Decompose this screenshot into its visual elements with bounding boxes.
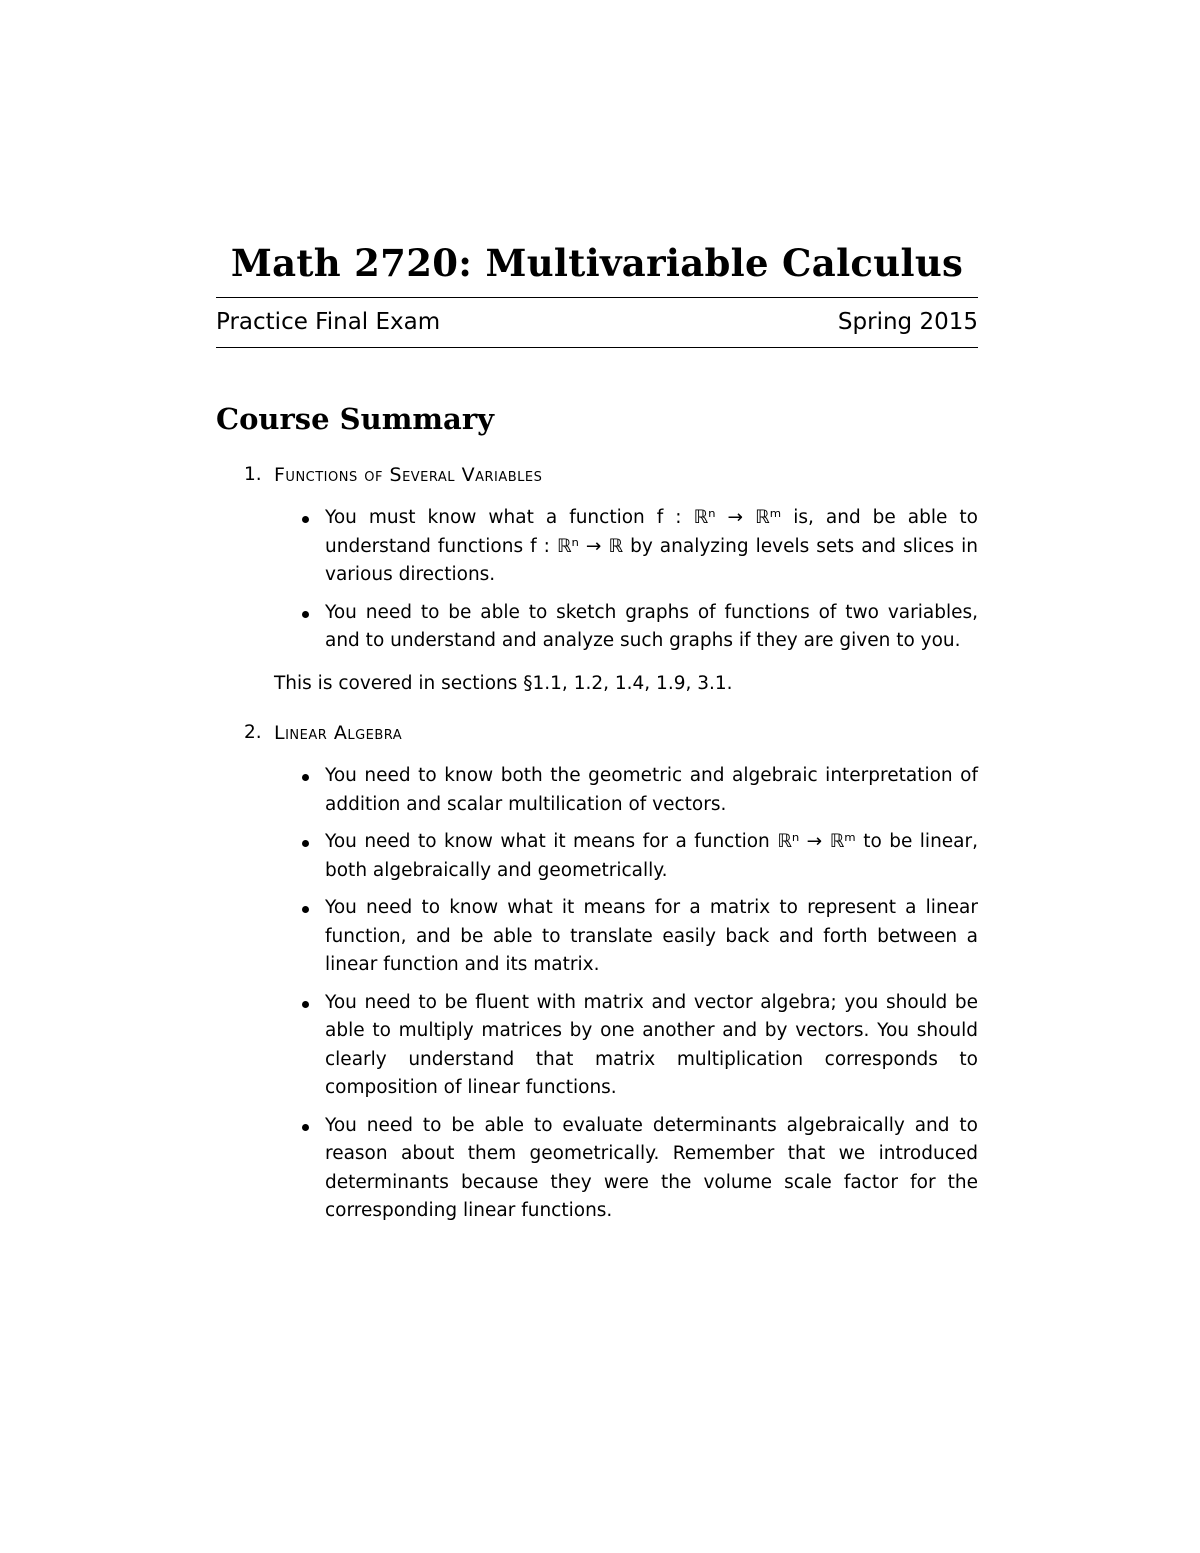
bullet-item <box>216 989 978 1103</box>
bullet-icon <box>302 906 309 913</box>
topic-item <box>216 458 978 698</box>
bullet-text: You need to be fluent with matrix and vector algebra; you should be able to multiply matrices by one another and by vectors. You should clearly understand that matrix multiplication corresponds to composition of linear functions. <box>325 991 978 1098</box>
header-rule-bottom <box>216 347 978 348</box>
bullet-item <box>216 762 978 819</box>
bullet-icon <box>302 611 309 618</box>
topic-header <box>216 458 978 492</box>
topic-list <box>216 458 978 1235</box>
bullet-text: You need to know what it means for a matrix to represent a linear function, and be able to translate easily back and forth between a linear function and its matrix. <box>325 897 978 975</box>
bullet-item <box>216 504 978 590</box>
bullet-text: You must know what a function f : ℝⁿ → ℝᵐ is, and be able to understand functions f : ℝⁿ → ℝ by analyzing levels sets and slices in various directions. <box>325 507 978 585</box>
topic-header <box>216 716 978 750</box>
header-rule-top <box>216 297 978 298</box>
bullet-item <box>216 1112 978 1226</box>
bullet-icon <box>302 774 309 781</box>
bullet-item <box>216 894 978 980</box>
topic-number: 1. <box>244 464 262 485</box>
bullet-text: You need to be able to evaluate determinants algebraically and to reason about them geometrically. Remember that we introduced determinants because they were the volume scale factor for the corresponding linear functions. <box>325 1114 978 1221</box>
header-subtitle-row <box>216 305 978 339</box>
bullet-list <box>216 762 978 1226</box>
exam-term: Spring 2015 <box>837 309 978 335</box>
bullet-text: You need to be able to sketch graphs of functions of two variables, and to understand and analyze such graphs if they are given to you. <box>325 601 978 651</box>
bullet-text: You need to know what it means for a function ℝⁿ → ℝᵐ to be linear, both algebraically and geometrically. <box>325 831 978 881</box>
topic-number: 2. <box>244 722 262 743</box>
topic-item <box>216 716 978 1226</box>
bullet-item <box>216 828 978 885</box>
bullet-item <box>216 599 978 656</box>
bullet-text: You need to know both the geometric and algebraic interpretation of addition and scalar multilication of vectors. <box>325 765 978 815</box>
bullet-icon <box>302 1124 309 1131</box>
topic-title: Functions of Several Variables <box>274 464 543 486</box>
topic-note: This is covered in sections §1.1, 1.2, 1.4, 1.9, 3.1. <box>274 672 733 694</box>
bullet-list <box>216 504 978 656</box>
topic-title: Linear Algebra <box>274 722 403 744</box>
document-title: Math 2720: Multivariable Calculus <box>230 241 964 285</box>
exam-type: Practice Final Exam <box>216 309 441 335</box>
bullet-icon <box>302 840 309 847</box>
section-heading: Course Summary <box>216 402 494 436</box>
bullet-icon <box>302 1001 309 1008</box>
bullet-icon <box>302 516 309 523</box>
